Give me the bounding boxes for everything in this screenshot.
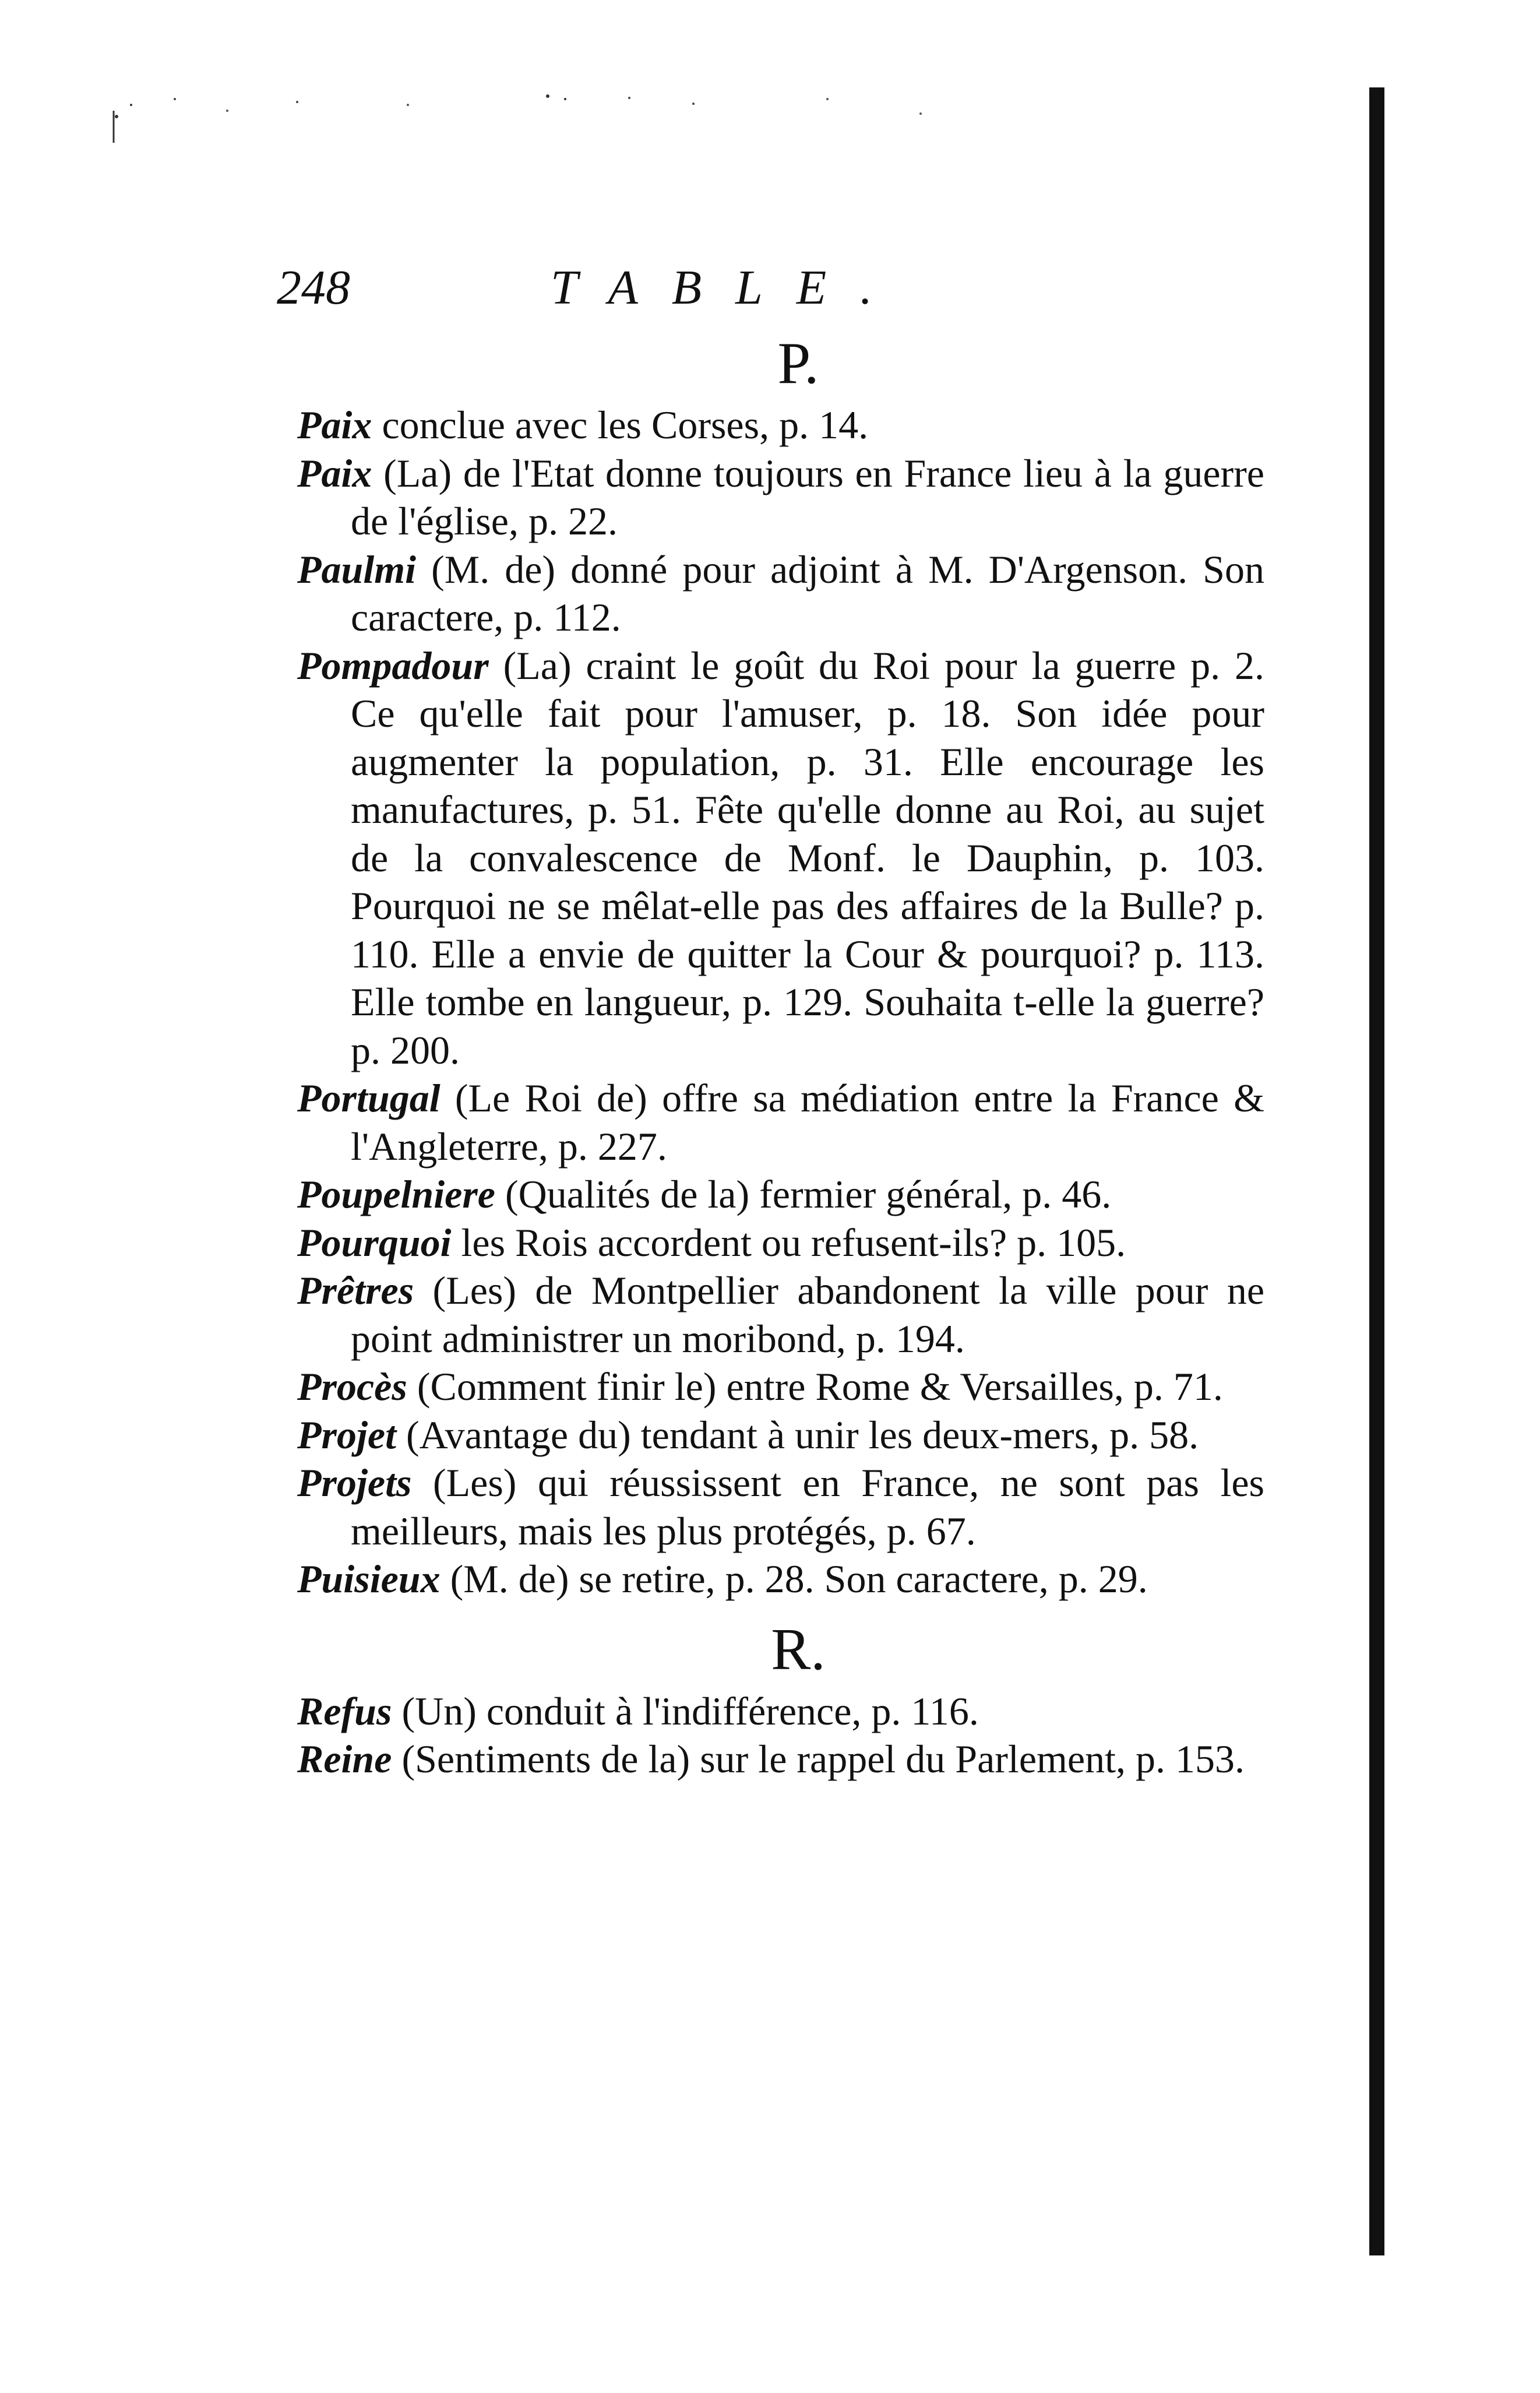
entry-keyword: Paulmi — [297, 547, 417, 592]
entry-text: les Rois accordent ou refusent-ils? p. 105. — [451, 1220, 1126, 1265]
entry-text: (Les) qui réussissent en France, ne sont pas les meilleurs, mais les plus protégés, p. 67. — [351, 1461, 1264, 1553]
index-entry — [297, 642, 1264, 1075]
index-entry — [297, 449, 1264, 546]
index-entry — [297, 1411, 1264, 1459]
running-header — [277, 259, 1267, 323]
entry-text: (La) de l'Etat donne toujours en France lieu à la guerre de l'église, p. 22. — [351, 451, 1264, 543]
entry-text: (Avantage du) tendant à unir les deux-mers, p. 58. — [396, 1412, 1199, 1457]
index-entry — [297, 1074, 1264, 1170]
entry-keyword: Paix — [297, 403, 372, 447]
entry-keyword: Pompadour — [297, 643, 489, 688]
entry-keyword: Projet — [297, 1412, 396, 1457]
entry-keyword: Pourquoi — [297, 1220, 452, 1265]
entry-text: (Le Roi de) offre sa médiation entre la France & l'Angleterre, p. 227. — [351, 1076, 1264, 1169]
entry-keyword: Portugal — [297, 1076, 440, 1120]
entry-text: (Un) conduit à l'indifférence, p. 116. — [392, 1688, 979, 1733]
section-p — [297, 326, 1264, 1603]
index-entry — [297, 546, 1264, 642]
index-entry — [297, 1687, 1264, 1736]
entry-keyword: Procès — [297, 1364, 407, 1409]
entry-keyword: Puisieux — [297, 1557, 440, 1601]
index-content — [297, 326, 1264, 1783]
section-r — [297, 1613, 1264, 1783]
entry-text: (M. de) donné pour adjoint à M. D'Argenson. Son caractere, p. 112. — [351, 547, 1264, 639]
page-number: 248 — [277, 261, 350, 315]
entry-text: (Comment finir le) entre Rome & Versailles, p. 71. — [407, 1364, 1223, 1409]
index-entry — [297, 1459, 1264, 1555]
section-letter: P. — [777, 330, 819, 396]
entry-keyword: Projets — [297, 1461, 412, 1505]
entry-keyword: Refus — [297, 1688, 392, 1733]
index-entry — [297, 1219, 1264, 1267]
entry-keyword: Reine — [297, 1737, 392, 1781]
entry-text: (Les) de Montpellier abandonent la ville pour ne point administrer un moribond, p. 194. — [351, 1268, 1264, 1361]
print-specks — [105, 82, 979, 146]
index-entry — [297, 401, 1264, 449]
entry-text: (M. de) se retire, p. 28. Son caractere, p. 29. — [440, 1557, 1148, 1601]
index-entry — [297, 1555, 1264, 1603]
entry-text: conclue avec les Corses, p. 14. — [372, 403, 869, 447]
entry-text: (La) craint le goût du Roi pour la guerre p. 2. Ce qu'elle fait pour l'amuser, p. 18. Son idée pour augmenter la population, p. 31. Elle encourage les manufactures, p. 51. Fête qu'elle donne au Roi, au sujet de la convalescence de Monf. le Dauphin, p. 103. Pourquoi ne se mêlat-elle pas des affaires de la Bulle? p. 110. Elle a envie de quitter la Cour & pourquoi? p. 113. Elle tombe en langueur, p. 129. Souhaita t-elle la guerre? p. 200. — [351, 643, 1264, 1072]
index-entry — [297, 1170, 1264, 1219]
index-entry — [297, 1363, 1264, 1411]
entry-keyword: Poupelniere — [297, 1172, 495, 1216]
entry-text: (Sentiments de la) sur le rappel du Parlement, p. 153. — [392, 1737, 1245, 1781]
index-entry — [297, 1735, 1264, 1783]
section-letter: R. — [771, 1616, 826, 1683]
entry-text: (Qualités de la) fermier général, p. 46. — [495, 1172, 1112, 1216]
entry-keyword: Paix — [297, 451, 372, 495]
running-title: TABLE. — [551, 261, 907, 315]
entry-keyword: Prêtres — [297, 1268, 414, 1312]
binding-edge — [1369, 87, 1384, 2255]
index-entry — [297, 1266, 1264, 1363]
